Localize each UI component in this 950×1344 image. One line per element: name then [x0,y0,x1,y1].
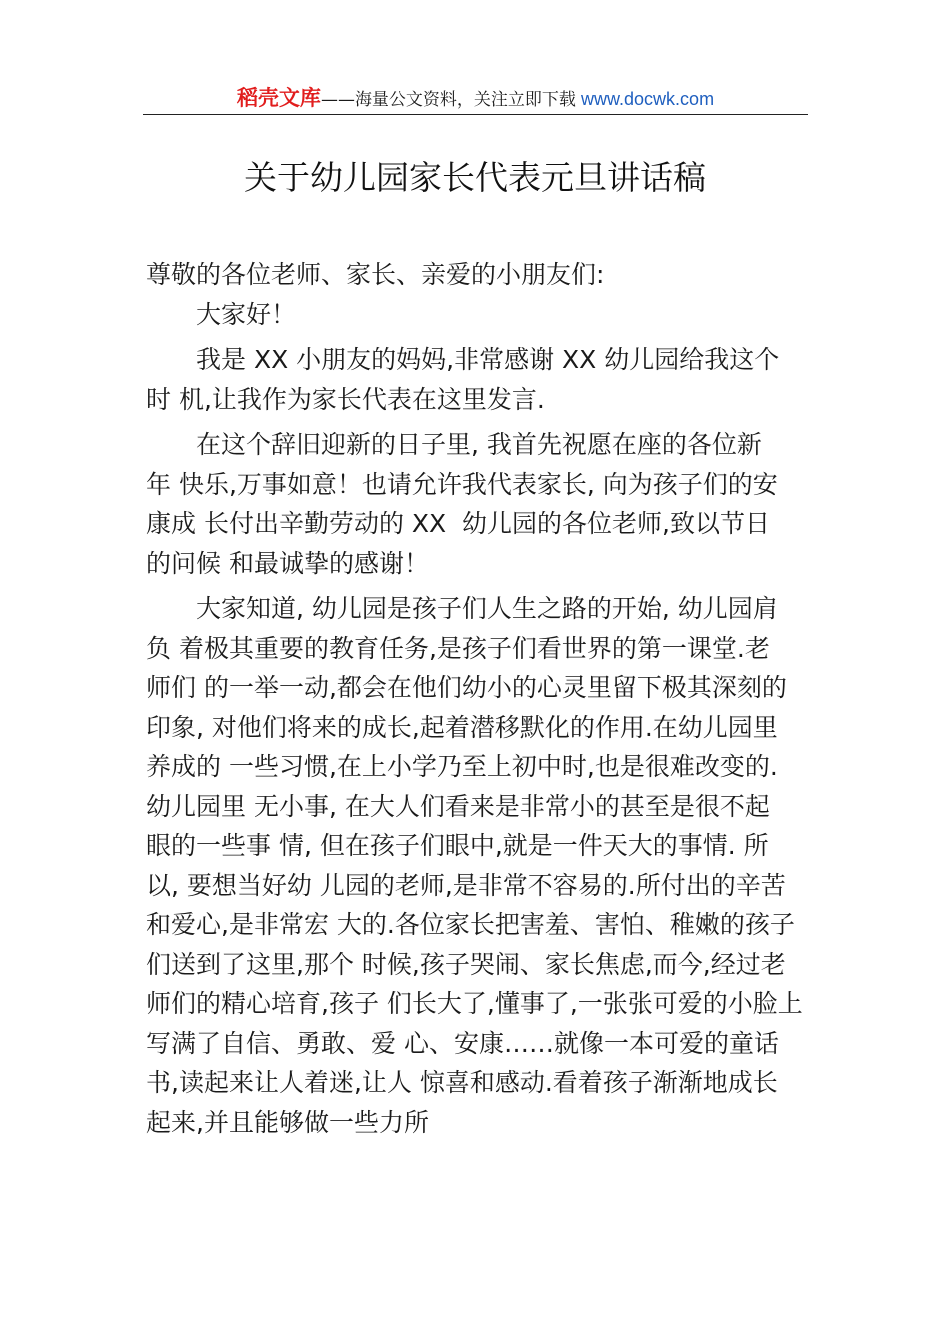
site-link[interactable]: www.docwk.com [581,89,715,109]
paragraph-line: 师们 的一举一动,都会在他们幼小的心灵里留下极其深刻的 [146,673,787,702]
paragraph-line: 的问候 和最诚挚的感谢！ [146,548,429,578]
paragraph-line: 在这个辞旧迎新的日子里, 我首先祝愿在座的各位新 [196,430,762,459]
paragraph-line: 师们的精心培育,孩子 们长大了,懂事了,一张张可爱的小脸上 [146,989,803,1018]
document-title: 关于幼儿园家长代表元旦讲话稿 [244,158,706,197]
document-body [146,255,811,1142]
header-slogan: ——海量公文资料，关注立即下载 [320,90,576,110]
paragraph-line: 书,读起来让人着迷,让人 惊喜和感动.看着孩子渐渐地成长 [146,1068,778,1097]
paragraph-line: 眼的一些事 情, 但在孩子们眼中,就是一件天大的事情. 所 [146,831,769,860]
paragraph-line: 写满了自信、勇敢、爱 心、安康……就像一本可爱的童话 [146,1028,779,1058]
paragraph-line: 和爱心,是非常宏 大的.各位家长把害羞、害怕、稚嫩的孩子 [146,910,795,939]
paragraph-line: 时 机,让我作为家长代表在这里发言. [146,384,545,414]
paragraph-line: 大家知道, 幼儿园是孩子们人生之路的开始, 幼儿园肩 [196,594,778,623]
paragraph-line: 康成 长付出辛勤劳动的 XX 幼儿园的各位老师,致以节日 [146,509,770,538]
paragraph-line: 以, 要想当好幼 儿园的老师,是非常不容易的.所付出的辛苦 [146,870,786,900]
paragraph-line: 们送到了这里,那个 时候,孩子哭闹、家长焦虑,而今,经过老 [146,949,786,979]
salutation: 尊敬的各位老师、家长、亲爱的小朋友们: [146,260,605,289]
paragraph-line: 年 快乐,万事如意！也请允许我代表家长, 向为孩子们的安 [146,469,778,499]
greeting: 大家好！ [196,299,297,329]
paragraph-line: 负 着极其重要的教育任务,是孩子们看世界的第一课堂.老 [146,633,770,663]
paragraph-line: 我是 XX 小朋友的妈妈,非常感谢 XX 幼儿园给我这个 [196,345,780,374]
site-header [143,82,808,115]
paragraph-line: 起来,并且能够做一些力所 [146,1107,429,1137]
paragraph-line: 印象, 对他们将来的成长,起着潜移默化的作用.在幼儿园里 [146,712,778,742]
paragraph-line: 幼儿园里 无小事, 在大人们看来是非常小的甚至是很不起 [146,791,770,821]
paragraph-line: 养成的 一些习惯,在上小学乃至上初中时,也是很难改变的. [146,752,778,781]
brand-name: 稻壳文库 [236,86,321,110]
